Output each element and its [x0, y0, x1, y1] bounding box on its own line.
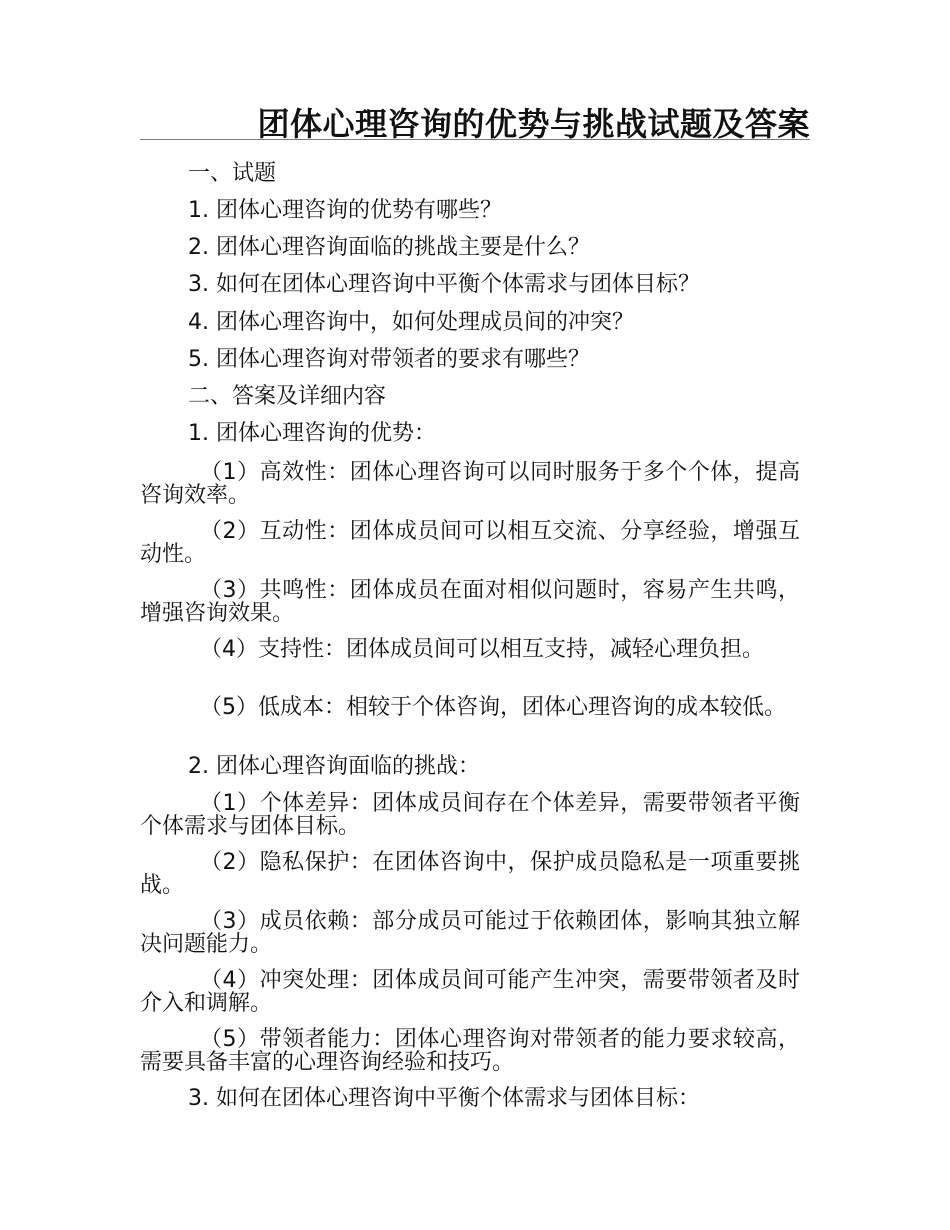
answer-1-item-1: （1）高效性：团体心理咨询可以同时服务于多个个体，提高咨询效率。	[140, 460, 800, 508]
answer-1-item-3: （3）共鸣性：团体成员在面对相似问题时，容易产生共鸣，增强咨询效果。	[140, 578, 800, 626]
answer-1-item-5: （5）低成本：相较于个体咨询，团体心理咨询的成本较低。	[200, 695, 786, 720]
answer-1-heading: 1. 团体心理咨询的优势：	[188, 421, 436, 446]
answer-2-item-4: （4）冲突处理：团体成员间可能产生冲突，需要带领者及时介入和调解。	[140, 968, 800, 1016]
question-4: 4. 团体心理咨询中，如何处理成员间的冲突？	[188, 310, 634, 335]
answer-2-item-5: （5）带领者能力：团体心理咨询对带领者的能力要求较高，需要具备丰富的心理咨询经验和技巧。	[140, 1027, 800, 1075]
question-2: 2. 团体心理咨询面临的挑战主要是什么？	[188, 235, 590, 260]
answer-2-item-2: （2）隐私保护：在团体咨询中，保护成员隐私是一项重要挑战。	[140, 850, 800, 898]
answer-3-heading: 3. 如何在团体心理咨询中平衡个体需求与团体目标：	[188, 1086, 700, 1111]
answer-2-item-1: （1）个体差异：团体成员间存在个体差异，需要带领者平衡个体需求与团体目标。	[140, 791, 800, 839]
section-heading-questions: 一、试题	[188, 161, 277, 186]
answer-1-item-4: （4）支持性：团体成员间可以相互支持，减轻心理负担。	[200, 637, 764, 662]
question-5: 5. 团体心理咨询对带领者的要求有哪些？	[188, 347, 590, 372]
title-underline	[140, 139, 810, 140]
answer-2-heading: 2. 团体心理咨询面临的挑战：	[188, 754, 480, 779]
answer-1-item-2: （2）互动性：团体成员间可以相互交流、分享经验，增强互动性。	[140, 519, 800, 567]
question-1: 1. 团体心理咨询的优势有哪些？	[188, 198, 502, 223]
question-3: 3. 如何在团体心理咨询中平衡个体需求与团体目标？	[188, 272, 700, 297]
section-heading-answers: 二、答案及详细内容	[188, 384, 387, 409]
answer-2-item-3: （3）成员依赖：部分成员可能过于依赖团体，影响其独立解决问题能力。	[140, 909, 800, 957]
document-title: 团体心理咨询的优势与挑战试题及答案	[257, 105, 810, 143]
